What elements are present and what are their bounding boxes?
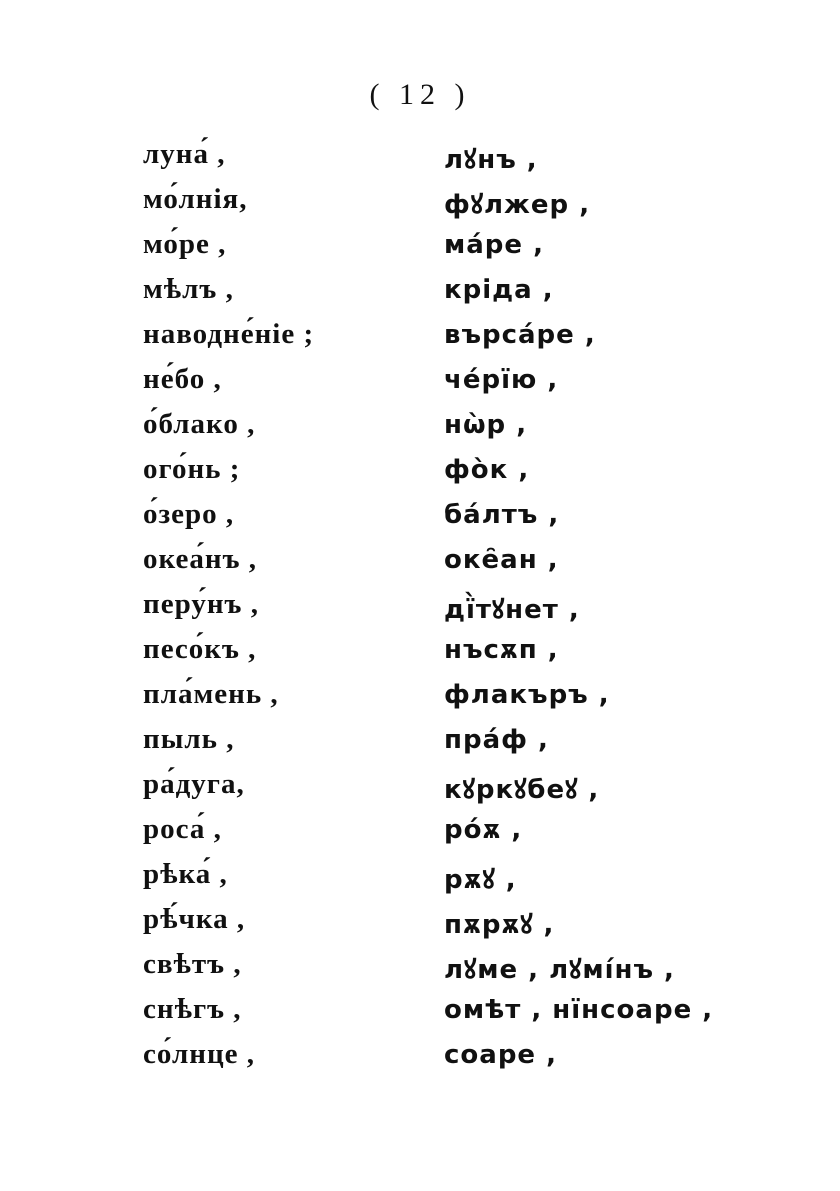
russian-word: свѣтъ , [143, 948, 242, 980]
russian-word: океа́нъ , [143, 543, 257, 575]
entry-row [0, 903, 840, 947]
entry-row [0, 498, 840, 542]
romanian-word: лꙋме , лꙋмі́нъ , [444, 955, 675, 985]
russian-word: роса́ , [143, 813, 222, 845]
romanian-word: соаре , [444, 1040, 557, 1070]
russian-word: рѣка́ , [143, 858, 228, 890]
romanian-word: че́рїю , [444, 365, 559, 395]
entry-row [0, 768, 840, 812]
romanian-word: кріда , [444, 275, 554, 305]
russian-word: ра́дуга, [143, 768, 245, 800]
entry-row [0, 948, 840, 992]
russian-word: ого́нь ; [143, 453, 241, 485]
entry-row [0, 723, 840, 767]
russian-word: песо́къ , [143, 633, 257, 665]
romanian-word: омѣт , нїнсоаре , [444, 995, 714, 1025]
romanian-word: ро́ѫ , [444, 815, 523, 845]
entry-row [0, 363, 840, 407]
romanian-word: нѡ̀р , [444, 410, 528, 440]
russian-word: о́блако , [143, 408, 256, 440]
russian-word: пыль , [143, 723, 235, 755]
romanian-word: нъсѫп , [444, 635, 559, 665]
entry-row [0, 993, 840, 1037]
romanian-word: ба́лтъ , [444, 500, 560, 530]
romanian-word: върса́ре , [444, 320, 596, 350]
russian-word: снѣгъ , [143, 993, 242, 1025]
romanian-word: лꙋнъ , [444, 145, 538, 175]
russian-word: о́зеро , [143, 498, 235, 530]
entry-row [0, 678, 840, 722]
entry-row [0, 543, 840, 587]
romanian-word: дї̀тꙋнет , [444, 595, 580, 625]
entry-row [0, 273, 840, 317]
entry-row [0, 813, 840, 857]
romanian-word: флакъръ , [444, 680, 610, 710]
russian-word: пла́мень , [143, 678, 279, 710]
entry-row [0, 858, 840, 902]
entry-row [0, 228, 840, 272]
russian-word: наводне́ніе ; [143, 318, 315, 350]
romanian-word: ма́ре , [444, 230, 544, 260]
russian-word: мо́ре , [143, 228, 227, 260]
page-number: ( 12 ) [369, 78, 471, 111]
entry-row [0, 318, 840, 362]
russian-word: перу́нъ , [143, 588, 259, 620]
russian-word: мѣлъ , [143, 273, 234, 305]
romanian-word: рѫꙋ , [444, 865, 517, 895]
entry-row [0, 138, 840, 182]
romanian-word: фо̀к , [444, 455, 530, 485]
entry-row [0, 633, 840, 677]
entry-row [0, 453, 840, 497]
romanian-word: оке̑ан , [444, 545, 559, 575]
entry-row [0, 1038, 840, 1082]
russian-word: не́бо , [143, 363, 222, 395]
russian-word: рѣ́чка , [143, 903, 246, 935]
romanian-word: пѫрѫꙋ , [444, 910, 555, 940]
romanian-word: кꙋркꙋбеꙋ , [444, 775, 600, 805]
romanian-word: пра́ф , [444, 725, 549, 755]
russian-word: со́лнце , [143, 1038, 256, 1070]
russian-word: мо́лнія, [143, 183, 248, 215]
romanian-word: фꙋлжер , [444, 190, 591, 220]
entry-row [0, 183, 840, 227]
entry-row [0, 588, 840, 632]
entry-row [0, 408, 840, 452]
russian-word: луна́ , [143, 138, 226, 170]
